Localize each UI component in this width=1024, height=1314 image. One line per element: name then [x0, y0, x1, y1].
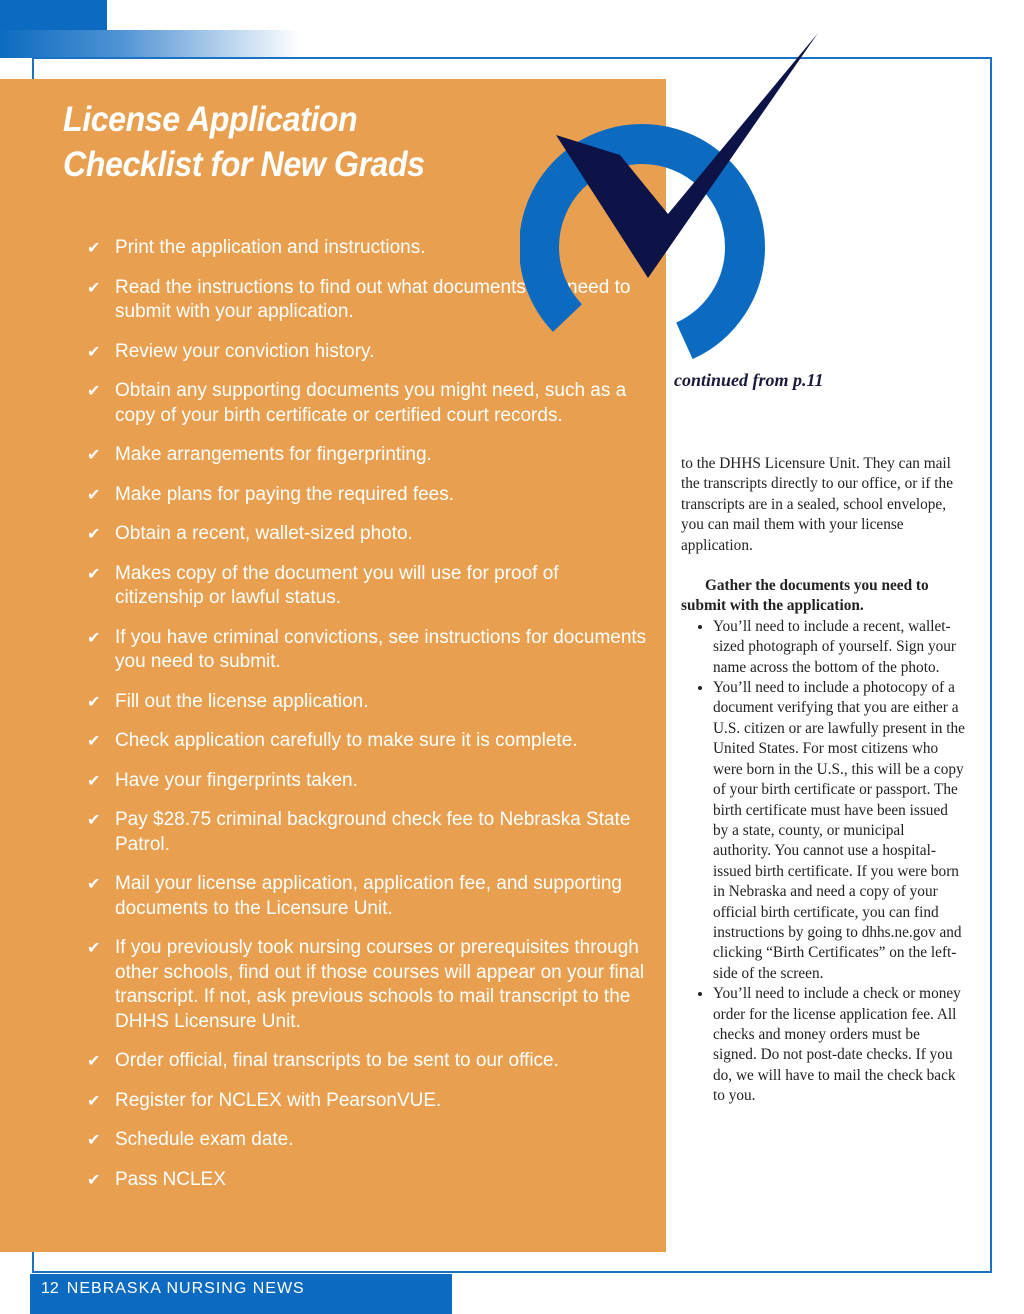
checklist-item-text: Make arrangements for fingerprinting. — [115, 444, 432, 465]
check-icon: ✔ — [87, 1132, 101, 1149]
check-icon: ✔ — [87, 1092, 101, 1110]
checklist-item — [87, 729, 647, 754]
checklist-item — [87, 1168, 647, 1193]
checklist-item — [87, 690, 647, 715]
check-icon: ✔ — [87, 486, 101, 504]
page-number: 12 — [41, 1280, 59, 1297]
checklist-item — [87, 769, 647, 794]
article-bullet: • You’ll need to include a recent, wallet-sized photograph of yourself. Sign your name across the bottom of the photo. — [713, 617, 966, 678]
checklist-item-text: Have your fingerprints taken. — [115, 769, 358, 791]
checklist-item — [87, 936, 647, 1034]
article-column — [681, 454, 966, 1107]
checklist-item — [87, 562, 647, 611]
footer — [41, 1279, 305, 1299]
check-icon: ✔ — [87, 772, 101, 790]
check-icon: ✔ — [87, 812, 101, 829]
checklist-item-text: Check application carefully to make sure it is complete. — [115, 730, 578, 751]
check-icon: ✔ — [87, 383, 101, 400]
checkmark-circle-icon — [520, 30, 830, 370]
article-bullet: • You’ll need to include a check or money order for the license application fee. All checks and money orders must be signed. Do not post-date checks. If you do, we will have to mail the check back to you. — [713, 984, 966, 1106]
checklist-item-text: Obtain any supporting documents you might need, such as a copy of your birth certificate or certified court records. — [115, 380, 627, 426]
checklist-item-text: Pass NCLEX — [115, 1168, 226, 1190]
checklist-item — [87, 626, 647, 675]
check-icon: ✔ — [87, 447, 101, 464]
check-icon: ✔ — [87, 565, 101, 583]
checklist-item-text: Makes copy of the document you will use for proof of citizenship or lawful status. — [115, 562, 559, 608]
check-icon: ✔ — [87, 876, 101, 893]
checklist-item — [87, 443, 647, 468]
checklist-item — [87, 1128, 647, 1153]
checklist-item-text: Schedule exam date. — [115, 1129, 294, 1150]
checklist-item — [87, 872, 647, 921]
checklist-item-text: Order official, final transcripts to be sent to our office. — [115, 1050, 559, 1071]
check-icon: ✔ — [87, 526, 101, 543]
check-icon: ✔ — [87, 940, 101, 957]
checklist-item — [87, 379, 647, 428]
checklist-item-text: If you have criminal convictions, see instructions for documents you need to submit. — [115, 626, 647, 672]
checklist-item — [87, 522, 647, 547]
title-line-2: Checklist for New Grads — [63, 145, 425, 184]
checklist-item-text: Make plans for paying the required fees. — [115, 483, 455, 505]
checklist-item-text: If you previously took nursing courses or prerequisites through other schools, find out if those courses will appear on your final transcript. If not, ask previous schools to mail transcript to the DHHS Licensure Unit. — [115, 937, 645, 1032]
article-heading: Gather the documents you need to submit with the application. — [681, 577, 929, 615]
check-icon: ✔ — [87, 733, 101, 750]
check-icon: ✔ — [87, 693, 101, 711]
top-gradient-band — [0, 30, 300, 58]
checklist — [87, 236, 647, 1207]
checklist-item — [87, 483, 647, 508]
checklist-item-text: Pay $28.75 criminal background check fee to Nebraska State Patrol. — [115, 809, 631, 855]
article-bullet-list — [681, 617, 966, 1107]
check-icon: ✔ — [87, 343, 101, 361]
checklist-item-text: Mail your license application, application fee, and supporting documents to the Licensure Unit. — [115, 873, 622, 919]
check-icon: ✔ — [87, 240, 101, 257]
publication-name: NEBRASKA NURSING NEWS — [66, 1280, 305, 1297]
check-icon: ✔ — [87, 279, 101, 297]
checklist-item — [87, 808, 647, 857]
page-title — [63, 97, 425, 187]
checklist-item-text: Register for NCLEX with PearsonVUE. — [115, 1089, 442, 1111]
continued-label: continued from p.11 — [674, 370, 824, 390]
title-line-1: License Application — [63, 100, 358, 139]
checklist-item-text: Review your conviction history. — [115, 340, 375, 362]
check-icon: ✔ — [87, 1053, 101, 1070]
check-icon: ✔ — [87, 629, 101, 647]
checklist-item — [87, 1089, 647, 1114]
checklist-item — [87, 1049, 647, 1074]
checklist-item-text: Fill out the license application. — [115, 690, 369, 712]
article-bullet: • You’ll need to include a photocopy of a document verifying that you are either a U.S. citizen or are lawfully present in the United States. For most citizens who were born in the U.S., this will be a copy of your birth certificate or passport. The birth certificate must have been issued by a state, county, or municipal authority. You cannot use a hospital-issued birth certificate. If you were born in Nebraska and need a copy of your official birth certificate, you can find instructions by going to dhhs.ne.gov and clicking “Birth Certificates” on the left-side of the screen. — [713, 678, 966, 984]
checklist-item-text: Print the application and instructions. — [115, 237, 426, 258]
check-icon: ✔ — [87, 1171, 101, 1189]
checklist-item-text: Obtain a recent, wallet-sized photo. — [115, 523, 413, 544]
checklist-item-text: Read the instructions to find out what documents you need to submit with your application. — [115, 276, 631, 322]
article-intro: to the DHHS Licensure Unit. They can mail the transcripts directly to our office, or if the transcripts are in a sealed, school envelope, you can mail them with your license application. — [681, 455, 953, 554]
